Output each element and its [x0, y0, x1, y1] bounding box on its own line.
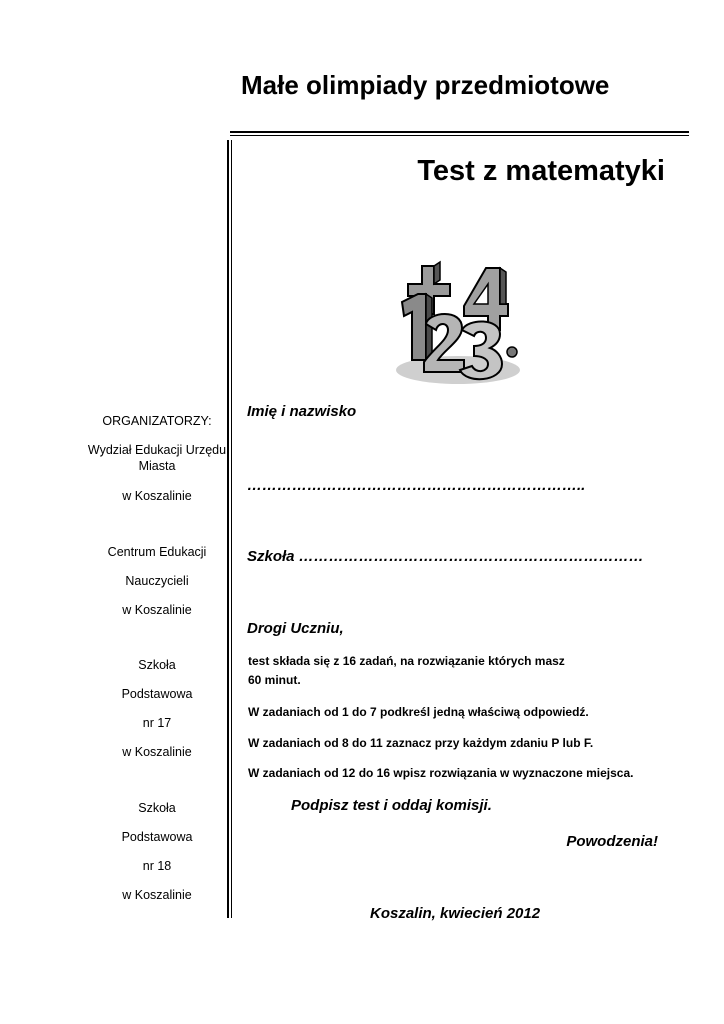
- sidebar-organizer-line: Wydział Edukacji Urzędu Miasta: [87, 443, 227, 473]
- instruction-line: W zadaniach od 1 do 7 podkreśl jedną właściwą odpowiedź.: [248, 705, 589, 719]
- sidebar-organizer-line: Podstawowa: [121, 687, 193, 701]
- sidebar-organizer-line: nr 17: [142, 716, 172, 730]
- good-luck-text: Powodzenia!: [566, 833, 658, 850]
- vertical-rule-thin: [231, 140, 232, 918]
- horizontal-rule-thin: [230, 135, 689, 136]
- sidebar-organizer-line: Centrum Edukacji: [107, 545, 207, 559]
- sidebar-organizer-line: Szkoła: [138, 801, 176, 815]
- instruction-line: test składa się z 16 zadań, na rozwiązanie których masz: [248, 654, 565, 668]
- test-subtitle: Test z matematyki: [417, 155, 665, 187]
- sidebar-organizer-line: Nauczycieli: [125, 574, 189, 588]
- sidebar-organizer-line: Szkoła: [138, 658, 176, 672]
- school-field[interactable]: Szkoła ……………………………………………………………: [247, 548, 644, 565]
- instruction-line: W zadaniach od 12 do 16 wpisz rozwiązania w wyznaczone miejsca.: [248, 766, 634, 780]
- sidebar-organizers-heading: ORGANIZATORZY:: [102, 414, 212, 428]
- numbers-clipart-icon: [380, 258, 530, 388]
- sidebar-organizer-line: Podstawowa: [121, 830, 193, 844]
- place-date: Koszalin, kwiecień 2012: [370, 905, 541, 922]
- instruction-line: W zadaniach od 8 do 11 zaznacz przy każdym zdaniu P lub F.: [248, 736, 594, 750]
- horizontal-rule-thick: [230, 131, 689, 133]
- sidebar-organizer-line: w Koszalinie: [122, 888, 192, 902]
- page-title: Małe olimpiady przedmiotowe: [241, 70, 610, 100]
- sidebar-organizer-line: w Koszalinie: [122, 603, 192, 617]
- name-label: Imię i nazwisko: [247, 403, 357, 420]
- sidebar-organizer-line: w Koszalinie: [122, 745, 192, 759]
- greeting: Drogi Uczniu,: [247, 620, 344, 637]
- sidebar-organizer-line: nr 18: [142, 859, 172, 873]
- name-field[interactable]: …………………………………………………………..: [247, 477, 586, 494]
- sign-instruction: Podpisz test i oddaj komisji.: [291, 797, 492, 814]
- sidebar-organizer-line: w Koszalinie: [122, 489, 192, 503]
- instruction-line: 60 minut.: [248, 673, 301, 687]
